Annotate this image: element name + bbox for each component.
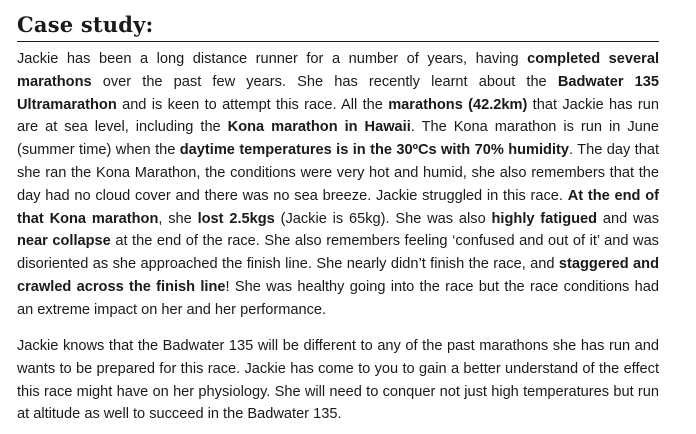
- case-study-paragraph-2: Jackie knows that the Badwater 135 will be different to any of the past marathons she has run and wants to be prepared for this race. Jackie has come to you to gain a better understand of the effect this race might have on her physiology. She will need to conquer not just high temperatures but run at altitude as well to succeed in the Badwater 135.: [17, 338, 659, 423]
- text-run: . The day that she ran the Kona Marathon, the conditions were very hot and humid, she also remembers that the day had no cloud cover and there was no sea breeze. Jackie struggled in this race.: [17, 142, 659, 204]
- text-run: . The Kona marathon is run in June (summer time) when the: [17, 119, 659, 159]
- emphasis-fatigue: highly fatigued: [491, 210, 598, 227]
- emphasis-marathon-distance: marathons (42.2km): [388, 96, 528, 113]
- text-run: at the end of the race. She also remembers feeling ‘confused and out of it’ and was disoriented as she approached the finish line. She nearly didn’t finish the race, and: [17, 233, 659, 273]
- text-run: ! She was healthy going into the race but the race conditions had an extreme impact on her and her performance.: [17, 278, 659, 318]
- emphasis-staggered-finish: staggered and crawled across the finish line: [17, 256, 659, 295]
- emphasis-end-of-marathon: At the end of that Kona marathon: [17, 187, 659, 227]
- text-run: over the past few years. She has recently learnt about the: [91, 73, 558, 90]
- emphasis-badwater-135: Badwater 135 Ultramarathon: [17, 73, 659, 113]
- case-study-heading: Case study:: [17, 12, 154, 37]
- emphasis-kona-marathon: Kona marathon in Hawaii: [227, 119, 411, 136]
- case-study-paragraph-1: [17, 48, 659, 322]
- heading-divider: [17, 41, 659, 42]
- text-run: and was: [597, 210, 659, 227]
- emphasis-completed-marathons: completed several marathons: [17, 51, 659, 90]
- text-run: and is keen to attempt this race. All the: [116, 96, 389, 113]
- emphasis-temperature-humidity: daytime temperatures is in the 30ºCs with 70% humidity: [179, 142, 569, 159]
- text-run: (Jackie is 65kg). She was also: [274, 210, 492, 227]
- text-run: that Jackie has run are at sea level, including the: [17, 96, 659, 136]
- emphasis-near-collapse: near collapse: [17, 233, 111, 250]
- emphasis-weight-loss: lost 2.5kgs: [197, 210, 275, 227]
- text-run: Jackie has been a long distance runner for a number of years, having: [17, 51, 528, 67]
- text-run: , she: [158, 210, 198, 227]
